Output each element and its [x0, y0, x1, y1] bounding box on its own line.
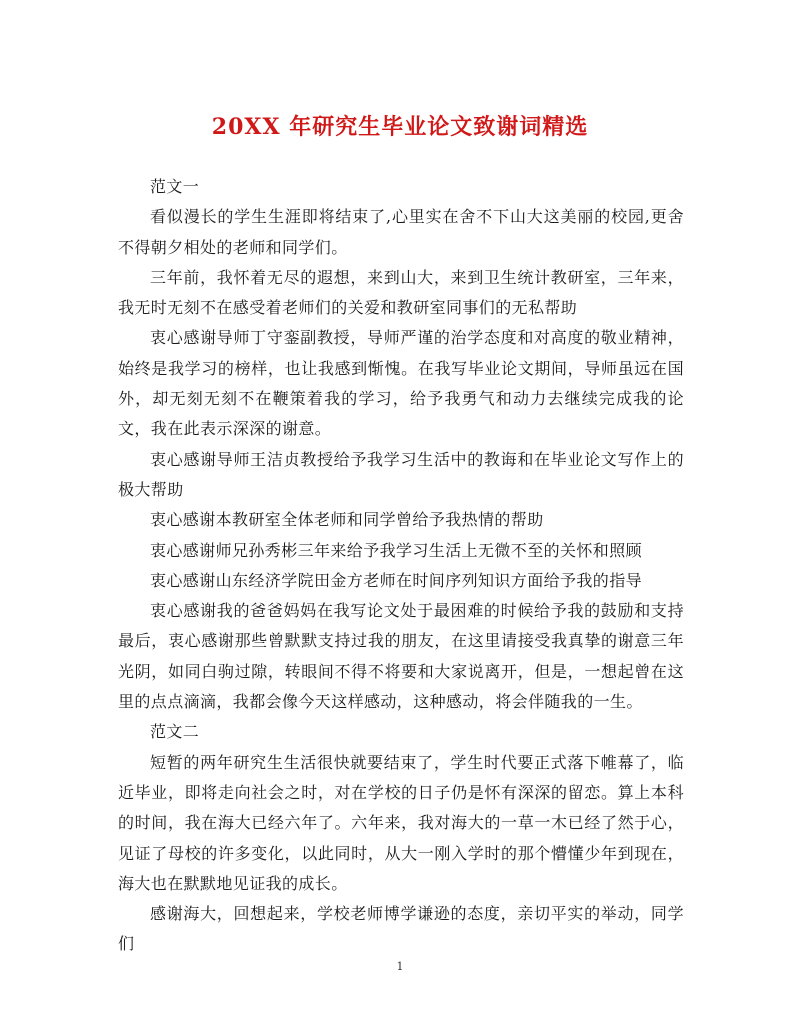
paragraph: 衷心感谢导师王洁贞教授给予我学习生活中的教诲和在毕业论文写作上的极大帮助 [118, 449, 684, 499]
section-heading-2: 范文二 [150, 722, 200, 742]
paragraph: 短暂的两年研究生生活很快就要结束了，学生时代要正式落下帷幕了，临近毕业，即将走向社会之时，对在学校的日子仍是怀有深深的留恋。算上本科的时间，我在海大已经六年了。六年来，我对海大的一草一木已经了然于心，见证了母校的许多变化，以此同时，从大一刚入学时的那个懵懂少年到现在，海大也在默默地见证我的成长。 [118, 752, 684, 893]
page-number: 1 [396, 960, 404, 973]
paragraph: 感谢海大，回想起来，学校老师博学谦逊的态度，亲切平实的举动，同学们 [118, 904, 684, 954]
paragraph: 衷心感谢我的爸爸妈妈在我写论文处于最困难的时候给予我的鼓励和支持最后，衷心感谢那些曾默默支持过我的朋友，在这里请接受我真挚的谢意三年光阴，如同白驹过隙，转眼间不得不将要和大家说离开，但是，一想起曾在这里的点点滴滴，我都会像今天这样感动，这种感动，将会伴随我的一生。 [118, 601, 684, 712]
page-title: 20XX 年研究生毕业论文致谢词精选 [211, 114, 589, 140]
paragraph: 衷心感谢本教研室全体老师和同学曾给予我热情的帮助 [150, 510, 544, 530]
paragraph: 三年前，我怀着无尽的遐想，来到山大，来到卫生统计教研室，三年来，我无时无刻不在感受着老师们的关爱和教研室同事们的无私帮助 [118, 267, 684, 318]
paragraph: 衷心感谢师兄孙秀彬三年来给予我学习生活上无微不至的关怀和照顾 [150, 540, 643, 560]
document-body [118, 172, 684, 960]
paragraph: 衷心感谢导师丁守銮副教授，导师严谨的治学态度和对高度的敬业精神，始终是我学习的榜样，也让我感到惭愧。在我写毕业论文期间，导师虽远在国外，却无刻无刻不在鞭策着我的学习，给予我勇气和动力去继续完成我的论文，我在此表示深深的谢意。 [118, 328, 684, 439]
section-heading-1: 范文一 [150, 177, 200, 196]
paragraph: 衷心感谢山东经济学院田金方老师在时间序列知识方面给予我的指导 [150, 570, 643, 590]
paragraph: 看似漫长的学生生涯即将结束了,心里实在舍不下山大这美丽的校园,更舍不得朝夕相处的老师和同学们。 [118, 207, 684, 257]
